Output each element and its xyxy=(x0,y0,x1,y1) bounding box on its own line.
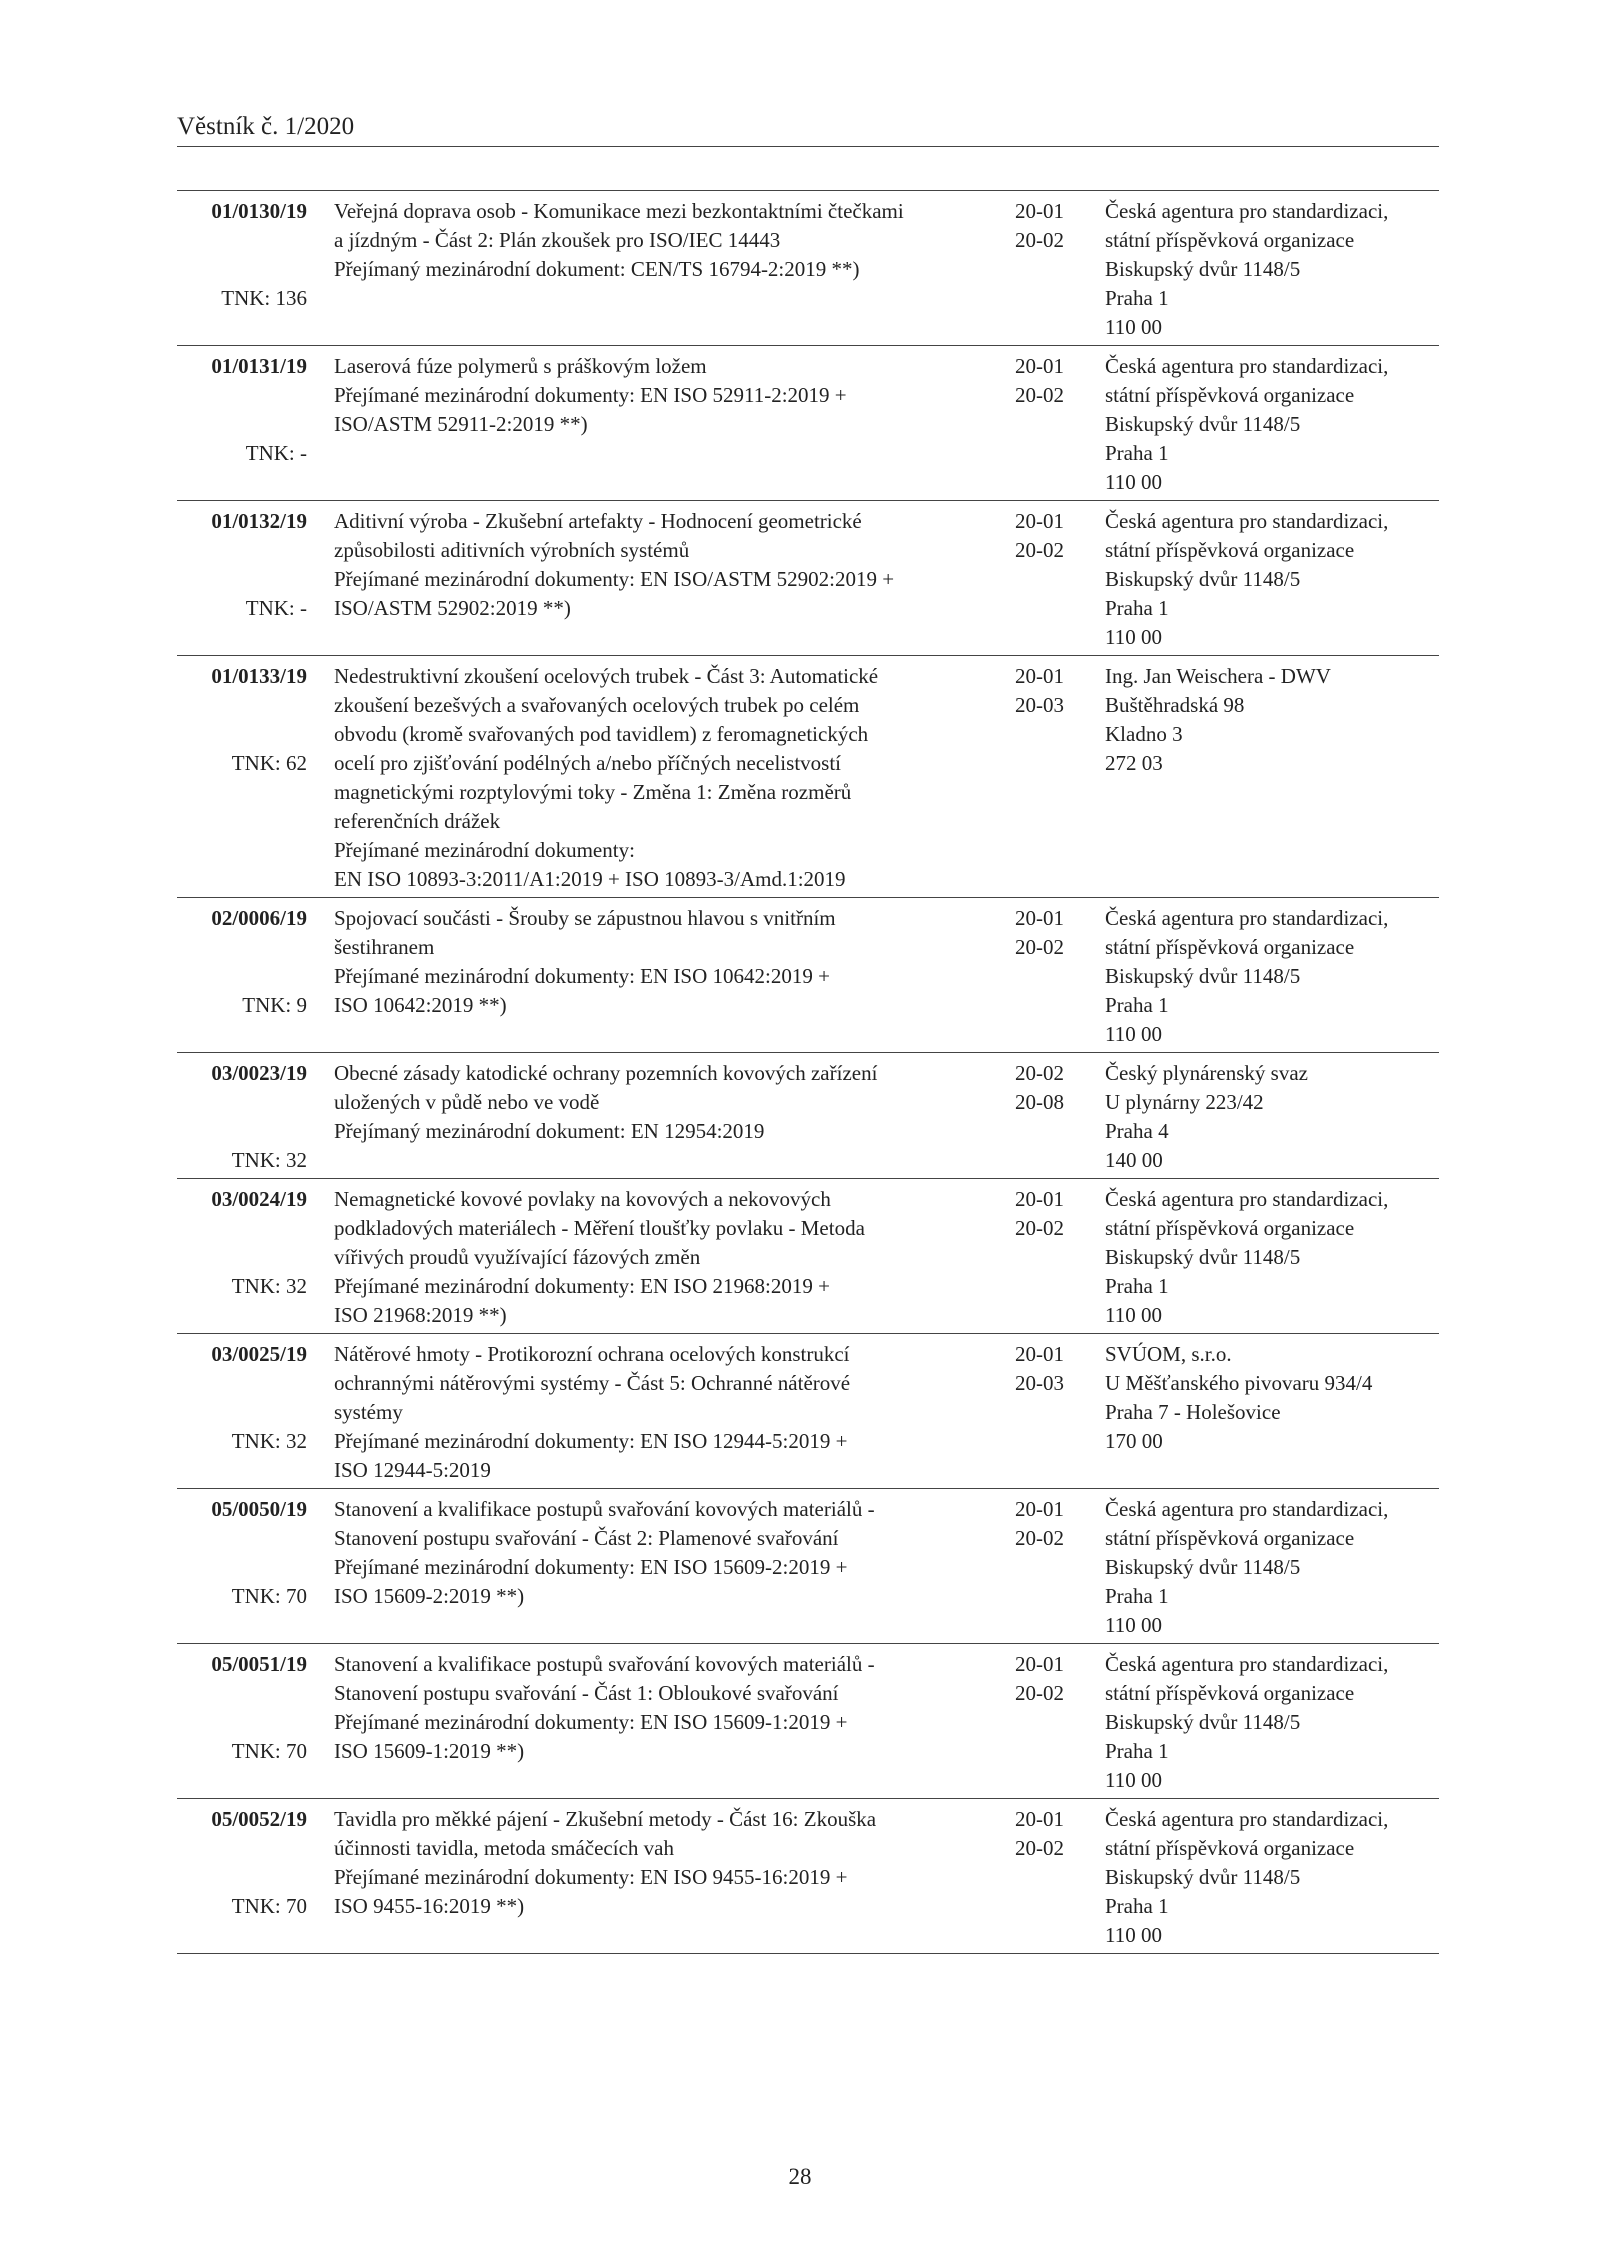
entry-title-line: Přejímané mezinárodní dokumenty: EN ISO 15609-2:2019 + xyxy=(334,1555,848,1579)
entry-number: 05/0052/19 xyxy=(211,1807,307,1831)
entry-title-line: systémy xyxy=(334,1400,403,1424)
entry-title xyxy=(334,507,994,623)
entry-title-line: Přejímané mezinárodní dokumenty: EN ISO 21968:2019 + xyxy=(334,1274,830,1298)
entry-contact xyxy=(1105,197,1439,342)
entry-number: 03/0025/19 xyxy=(211,1342,307,1366)
entry-contact-line: Praha 1 xyxy=(1105,596,1169,620)
entry-id-column xyxy=(177,662,307,775)
entry-title-line: účinnosti tavidla, metoda smáčecích vah xyxy=(334,1836,674,1860)
entry-contact-line: státní příspěvková organizace xyxy=(1105,228,1355,252)
standard-entry xyxy=(177,1644,1439,1799)
entry-title xyxy=(334,1340,994,1485)
entry-code: 20-01 xyxy=(1015,664,1064,688)
entry-title-line: a jízdným - Část 2: Plán zkoušek pro ISO/IEC 14443 xyxy=(334,228,781,252)
entry-contact xyxy=(1105,352,1439,497)
entry-contact-line: Praha 4 xyxy=(1105,1119,1169,1143)
entry-id-column xyxy=(177,1495,307,1608)
entry-id-column xyxy=(177,1340,307,1453)
entry-title-line: EN ISO 10893-3:2011/A1:2019 + ISO 10893-3/Amd.1:2019 xyxy=(334,867,846,891)
entry-tnk: TNK: 70 xyxy=(231,1894,307,1918)
entry-contact-line: Buštěhradská 98 xyxy=(1105,693,1245,717)
entry-contact-line: Biskupský dvůr 1148/5 xyxy=(1105,1245,1301,1269)
standard-entry xyxy=(177,1489,1439,1644)
entry-title-line: Stanovení a kvalifikace postupů svařování kovových materiálů - xyxy=(334,1497,875,1521)
standard-entry xyxy=(177,191,1439,346)
entry-number: 01/0130/19 xyxy=(211,199,307,223)
entry-codes xyxy=(1015,352,1085,410)
entry-contact-line: 110 00 xyxy=(1105,625,1162,649)
entry-title-line: Nemagnetické kovové povlaky na kovových a nekovových xyxy=(334,1187,831,1211)
standard-entry xyxy=(177,1053,1439,1179)
entry-title-line: ISO 9455-16:2019 **) xyxy=(334,1894,525,1918)
entry-contact xyxy=(1105,1650,1439,1795)
entry-code: 20-02 xyxy=(1015,1681,1064,1705)
entry-title-line: Přejímané mezinárodní dokumenty: EN ISO/ASTM 52902:2019 + xyxy=(334,567,895,591)
entry-contact-line: Kladno 3 xyxy=(1105,722,1183,746)
journal-title: Věstník č. 1/2020 xyxy=(177,113,355,140)
entry-code: 20-02 xyxy=(1015,538,1064,562)
entry-contact-line: Biskupský dvůr 1148/5 xyxy=(1105,1555,1301,1579)
entry-contact-line: SVÚOM, s.r.o. xyxy=(1105,1342,1232,1366)
standard-entry xyxy=(177,501,1439,656)
entry-title-line: podkladových materiálech - Měření tloušťky povlaku - Metoda xyxy=(334,1216,865,1240)
entry-id-column xyxy=(177,197,307,310)
entry-title-line: referenčních drážek xyxy=(334,809,501,833)
entry-title-line: ochrannými nátěrovými systémy - Část 5: Ochranné nátěrové xyxy=(334,1371,851,1395)
entry-code: 20-03 xyxy=(1015,693,1064,717)
standard-entry xyxy=(177,1179,1439,1334)
entry-title xyxy=(334,1650,994,1766)
entry-tnk: TNK: 62 xyxy=(231,751,307,775)
entry-contact-line: 140 00 xyxy=(1105,1148,1163,1172)
entry-code: 20-01 xyxy=(1015,1497,1064,1521)
standard-entry xyxy=(177,1334,1439,1489)
entry-contact xyxy=(1105,1340,1439,1456)
entry-contact-line: Ing. Jan Weischera - DWV xyxy=(1105,664,1331,688)
entry-title-line: Spojovací součásti - Šrouby se zápustnou hlavou s vnitřním xyxy=(334,906,836,930)
entry-title-line: Přejímané mezinárodní dokumenty: EN ISO 15609-1:2019 + xyxy=(334,1710,848,1734)
entry-number: 01/0132/19 xyxy=(211,509,307,533)
entry-title-line: Přejímané mezinárodní dokumenty: EN ISO 10642:2019 + xyxy=(334,964,830,988)
entry-codes xyxy=(1015,662,1085,720)
entry-contact-line: U plynárny 223/42 xyxy=(1105,1090,1264,1114)
entry-contact-line: Praha 1 xyxy=(1105,1584,1169,1608)
entry-number: 01/0131/19 xyxy=(211,354,307,378)
entry-title xyxy=(334,1495,994,1611)
entry-title-line: ISO 15609-2:2019 **) xyxy=(334,1584,525,1608)
entry-contact-line: státní příspěvková organizace xyxy=(1105,538,1355,562)
entry-codes xyxy=(1015,1185,1085,1243)
entry-tnk: TNK: - xyxy=(245,596,307,620)
entry-title-line: Aditivní výroba - Zkušební artefakty - Hodnocení geometrické xyxy=(334,509,862,533)
entry-contact-line: 110 00 xyxy=(1105,1022,1162,1046)
entry-contact-line: státní příspěvková organizace xyxy=(1105,935,1355,959)
entry-title-line: Stanovení postupu svařování - Část 2: Plamenové svařování xyxy=(334,1526,839,1550)
entry-contact-line: Praha 1 xyxy=(1105,441,1169,465)
entry-code: 20-03 xyxy=(1015,1371,1064,1395)
entry-tnk: TNK: 9 xyxy=(242,993,307,1017)
entry-title xyxy=(334,197,994,284)
page-header xyxy=(177,112,1439,147)
entry-title-line: vířivých proudů využívající fázových změn xyxy=(334,1245,701,1269)
standard-entry xyxy=(177,656,1439,898)
entry-title-line: obvodu (kromě svařovaných pod tavidlem) z feromagnetických xyxy=(334,722,869,746)
entry-contact-line: Český plynárenský svaz xyxy=(1105,1061,1308,1085)
entry-title-line: ISO 10642:2019 **) xyxy=(334,993,507,1017)
entry-number: 02/0006/19 xyxy=(211,906,307,930)
entry-contact-line: Biskupský dvůr 1148/5 xyxy=(1105,257,1301,281)
entry-contact-line: Česká agentura pro standardizaci, xyxy=(1105,906,1389,930)
entry-contact-line: Praha 7 - Holešovice xyxy=(1105,1400,1281,1424)
entry-codes xyxy=(1015,197,1085,255)
entry-contact xyxy=(1105,904,1439,1049)
standard-entry xyxy=(177,1799,1439,1954)
entry-contact-line: státní příspěvková organizace xyxy=(1105,1526,1355,1550)
entry-code: 20-01 xyxy=(1015,354,1064,378)
entry-contact-line: Biskupský dvůr 1148/5 xyxy=(1105,1865,1301,1889)
entry-title-line: Přejímaný mezinárodní dokument: EN 12954:2019 xyxy=(334,1119,765,1143)
entry-title-line: zkoušení bezešvých a svařovaných ocelových trubek po celém xyxy=(334,693,860,717)
entry-code: 20-01 xyxy=(1015,199,1064,223)
entry-contact-line: Česká agentura pro standardizaci, xyxy=(1105,199,1389,223)
entry-code: 20-02 xyxy=(1015,1216,1064,1240)
entry-contact xyxy=(1105,1059,1439,1175)
entry-code: 20-01 xyxy=(1015,1652,1064,1676)
entry-title-line: uložených v půdě nebo ve vodě xyxy=(334,1090,600,1114)
page-number: 28 xyxy=(788,2164,812,2189)
entry-contact-line: 110 00 xyxy=(1105,470,1162,494)
entry-contact-line: Česká agentura pro standardizaci, xyxy=(1105,1652,1389,1676)
standard-entry xyxy=(177,898,1439,1053)
entry-title-line: ocelí pro zjišťování podélných a/nebo příčných necelistvostí xyxy=(334,751,841,775)
entry-contact-line: Česká agentura pro standardizaci, xyxy=(1105,354,1389,378)
entry-contact-line: Česká agentura pro standardizaci, xyxy=(1105,1497,1389,1521)
entry-title-line: Obecné zásady katodické ochrany pozemních kovových zařízení xyxy=(334,1061,878,1085)
entry-codes xyxy=(1015,1340,1085,1398)
entry-code: 20-01 xyxy=(1015,1342,1064,1366)
entry-contact-line: Praha 1 xyxy=(1105,1894,1169,1918)
entry-contact xyxy=(1105,662,1439,778)
entry-title-line: Přejímaný mezinárodní dokument: CEN/TS 16794-2:2019 **) xyxy=(334,257,860,281)
entry-contact-line: 110 00 xyxy=(1105,1768,1162,1792)
entry-title xyxy=(334,904,994,1020)
entry-title xyxy=(334,1059,994,1146)
entry-contact-line: Biskupský dvůr 1148/5 xyxy=(1105,1710,1301,1734)
entry-contact-line: Biskupský dvůr 1148/5 xyxy=(1105,567,1301,591)
entry-title-line: ISO 15609-1:2019 **) xyxy=(334,1739,525,1763)
entry-code: 20-02 xyxy=(1015,1836,1064,1860)
entry-number: 03/0024/19 xyxy=(211,1187,307,1211)
entry-title xyxy=(334,352,994,439)
entry-code: 20-01 xyxy=(1015,906,1064,930)
entry-title-line: ISO 12944-5:2019 xyxy=(334,1458,491,1482)
entry-code: 20-08 xyxy=(1015,1090,1064,1114)
entry-title-line: šestihranem xyxy=(334,935,435,959)
entry-title xyxy=(334,662,994,894)
entry-id-column xyxy=(177,1650,307,1763)
entry-contact-line: 110 00 xyxy=(1105,315,1162,339)
entry-contact-line: Praha 1 xyxy=(1105,1739,1169,1763)
entry-tnk: TNK: 70 xyxy=(231,1739,307,1763)
entry-title-line: ISO/ASTM 52902:2019 **) xyxy=(334,596,571,620)
entry-code: 20-02 xyxy=(1015,1526,1064,1550)
entry-contact-line: Praha 1 xyxy=(1105,1274,1169,1298)
entry-contact xyxy=(1105,1805,1439,1950)
entry-title-line: Veřejná doprava osob - Komunikace mezi bezkontaktními čtečkami xyxy=(334,199,904,223)
entry-title-line: Stanovení postupu svařování - Část 1: Obloukové svařování xyxy=(334,1681,839,1705)
entry-title xyxy=(334,1805,994,1921)
entry-contact-line: Praha 1 xyxy=(1105,286,1169,310)
entry-contact-line: Biskupský dvůr 1148/5 xyxy=(1105,964,1301,988)
entry-code: 20-01 xyxy=(1015,1807,1064,1831)
entry-contact-line: státní příspěvková organizace xyxy=(1105,1681,1355,1705)
entry-contact-line: 272 03 xyxy=(1105,751,1163,775)
entry-codes xyxy=(1015,1495,1085,1553)
entry-title-line: Stanovení a kvalifikace postupů svařování kovových materiálů - xyxy=(334,1652,875,1676)
entry-codes xyxy=(1015,904,1085,962)
entry-contact xyxy=(1105,1495,1439,1640)
entry-contact-line: státní příspěvková organizace xyxy=(1105,1216,1355,1240)
entry-id-column xyxy=(177,1059,307,1172)
entry-code: 20-02 xyxy=(1015,1061,1064,1085)
entry-id-column xyxy=(177,1805,307,1918)
entry-title xyxy=(334,1185,994,1330)
entry-contact-line: státní příspěvková organizace xyxy=(1105,1836,1355,1860)
entry-title-line: Nátěrové hmoty - Protikorozní ochrana ocelových konstrukcí xyxy=(334,1342,850,1366)
entry-tnk: TNK: 32 xyxy=(231,1429,307,1453)
entry-title-line: ISO 21968:2019 **) xyxy=(334,1303,507,1327)
entry-title-line: ISO/ASTM 52911-2:2019 **) xyxy=(334,412,588,436)
entry-contact-line: Česká agentura pro standardizaci, xyxy=(1105,1187,1389,1211)
entry-contact-line: 110 00 xyxy=(1105,1303,1162,1327)
entry-contact-line: 110 00 xyxy=(1105,1923,1162,1947)
entry-code: 20-01 xyxy=(1015,1187,1064,1211)
entry-codes xyxy=(1015,507,1085,565)
entry-contact xyxy=(1105,1185,1439,1330)
entry-contact-line: Česká agentura pro standardizaci, xyxy=(1105,509,1389,533)
entry-codes xyxy=(1015,1805,1085,1863)
entry-contact xyxy=(1105,507,1439,652)
entry-title-line: magnetickými rozptylovými toky - Změna 1: Změna rozměrů xyxy=(334,780,852,804)
entry-tnk: TNK: 136 xyxy=(221,286,307,310)
entry-code: 20-02 xyxy=(1015,383,1064,407)
entry-code: 20-02 xyxy=(1015,935,1064,959)
entry-codes xyxy=(1015,1059,1085,1117)
entry-title-line: Laserová fúze polymerů s práškovým ložem xyxy=(334,354,707,378)
entry-contact-line: 110 00 xyxy=(1105,1613,1162,1637)
entry-contact-line: 170 00 xyxy=(1105,1429,1163,1453)
entry-tnk: TNK: 32 xyxy=(231,1148,307,1172)
entry-contact-line: Praha 1 xyxy=(1105,993,1169,1017)
entry-tnk: TNK: - xyxy=(245,441,307,465)
entry-id-column xyxy=(177,507,307,620)
entry-title-line: Nedestruktivní zkoušení ocelových trubek - Část 3: Automatické xyxy=(334,664,879,688)
standard-entry xyxy=(177,346,1439,501)
entry-number: 03/0023/19 xyxy=(211,1061,307,1085)
entry-codes xyxy=(1015,1650,1085,1708)
entry-code: 20-02 xyxy=(1015,228,1064,252)
entry-contact-line: U Měšťanského pivovaru 934/4 xyxy=(1105,1371,1373,1395)
entry-contact-line: Biskupský dvůr 1148/5 xyxy=(1105,412,1301,436)
entry-contact-line: státní příspěvková organizace xyxy=(1105,383,1355,407)
entry-title-line: Přejímané mezinárodní dokumenty: EN ISO 12944-5:2019 + xyxy=(334,1429,848,1453)
entry-title-line: Přejímané mezinárodní dokumenty: xyxy=(334,838,635,862)
entry-id-column xyxy=(177,904,307,1017)
entry-title-line: způsobilosti aditivních výrobních systémů xyxy=(334,538,690,562)
entry-title-line: Tavidla pro měkké pájení - Zkušební metody - Část 16: Zkouška xyxy=(334,1807,877,1831)
standards-list xyxy=(177,190,1439,1954)
entry-title-line: Přejímané mezinárodní dokumenty: EN ISO 52911-2:2019 + xyxy=(334,383,847,407)
entry-number: 01/0133/19 xyxy=(211,664,307,688)
entry-number: 05/0050/19 xyxy=(211,1497,307,1521)
entry-contact-line: Česká agentura pro standardizaci, xyxy=(1105,1807,1389,1831)
entry-code: 20-01 xyxy=(1015,509,1064,533)
entry-id-column xyxy=(177,352,307,465)
entry-number: 05/0051/19 xyxy=(211,1652,307,1676)
entry-tnk: TNK: 32 xyxy=(231,1274,307,1298)
entry-id-column xyxy=(177,1185,307,1298)
entry-title-line: Přejímané mezinárodní dokumenty: EN ISO 9455-16:2019 + xyxy=(334,1865,848,1889)
entry-tnk: TNK: 70 xyxy=(231,1584,307,1608)
